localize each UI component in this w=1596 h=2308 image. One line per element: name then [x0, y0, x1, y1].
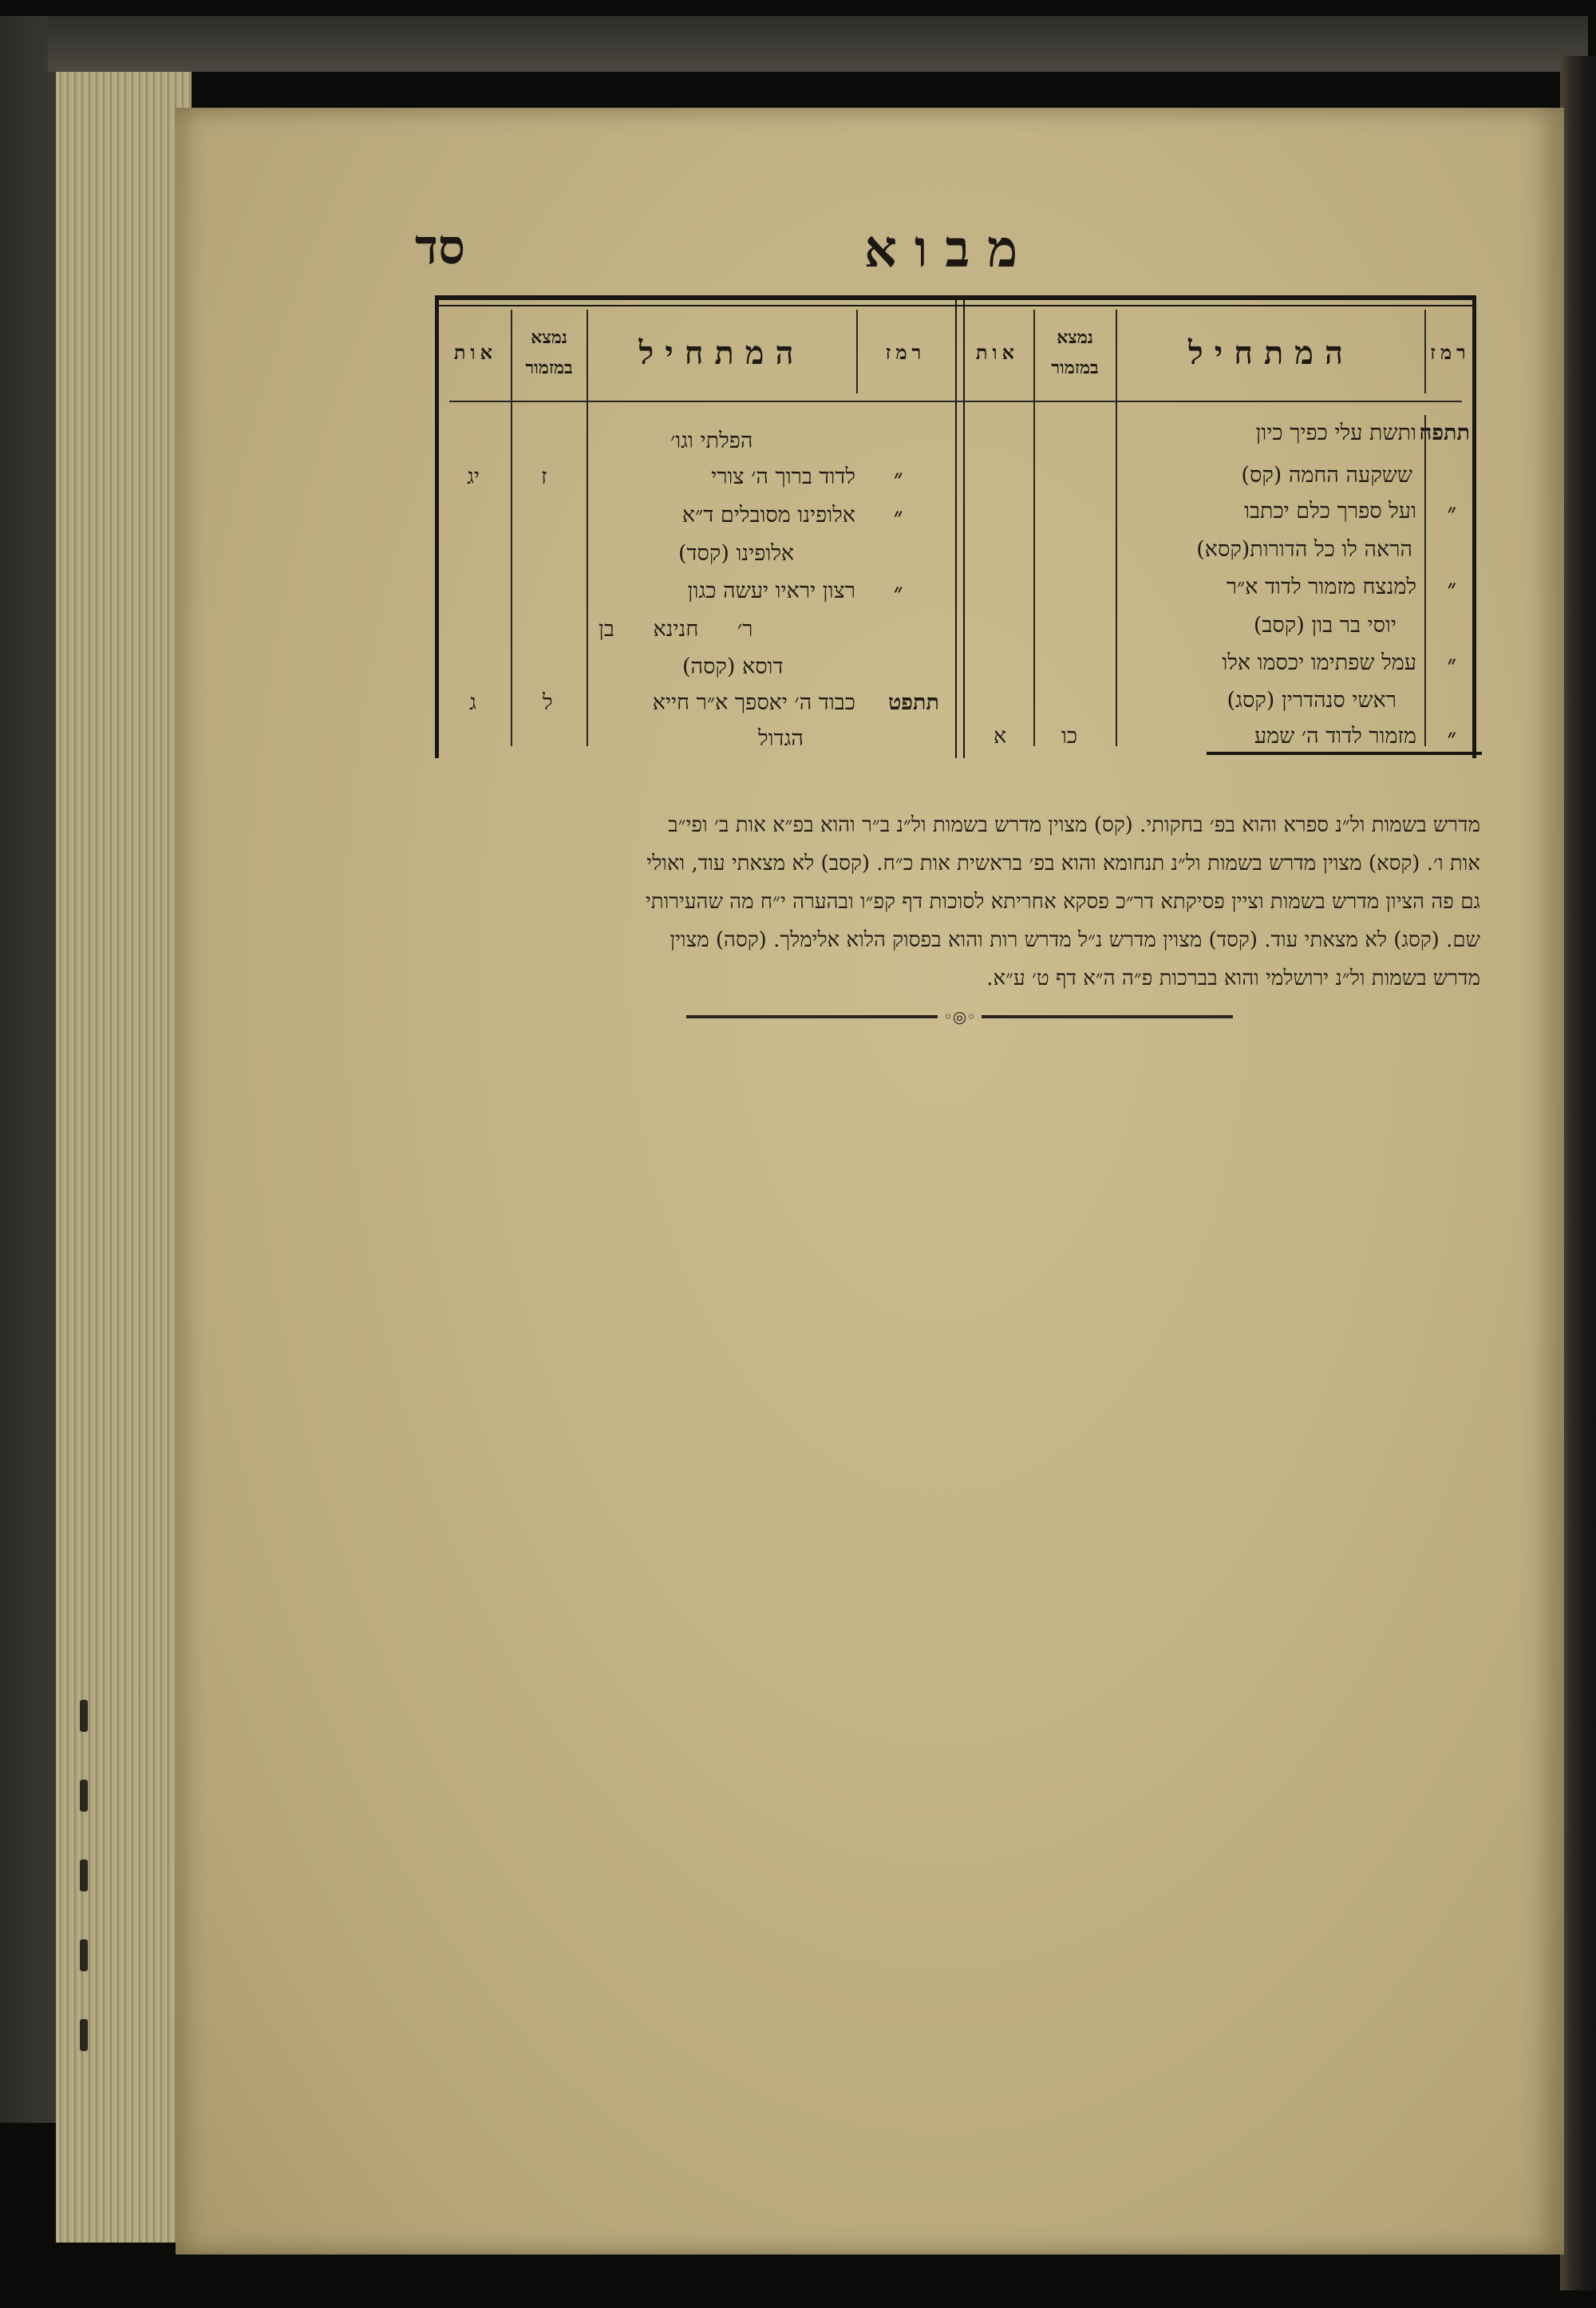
- row-remez: ״: [1447, 724, 1456, 752]
- row-remez: תתפח: [1419, 421, 1470, 445]
- column-divider: [1424, 415, 1426, 746]
- column-divider: [1424, 310, 1426, 393]
- header-bamizmor: במזמור: [525, 358, 573, 378]
- header-nimtza-bamizmor: [512, 313, 586, 393]
- page-number: סד: [415, 219, 465, 275]
- ornament-rule-left: [686, 1015, 938, 1018]
- page-header: [415, 219, 1476, 283]
- book-cover-top: [48, 16, 1588, 72]
- row-text: דוסא (קסה): [682, 654, 784, 679]
- table-bottom-rule: [1207, 752, 1482, 755]
- header-nimtza-bamizmor: [1036, 313, 1114, 393]
- header-hamatchil: המתחיל: [1188, 334, 1354, 372]
- row-remez: ״: [894, 464, 903, 492]
- thumb-tab-mark: [80, 1939, 88, 1971]
- row-text: מזמור לדוד ה׳ שמע: [1254, 724, 1416, 749]
- row-text: אלופינו מסובלים ד״א: [681, 503, 855, 528]
- header-ot: אות: [453, 341, 498, 364]
- header-ot: אות: [975, 341, 1020, 364]
- row-text: ר׳ חנינא בן: [598, 617, 753, 642]
- row-mizmor: כו: [1061, 724, 1078, 749]
- column-divider: [1116, 310, 1117, 746]
- row-text: עמל שפתימו יכסמו אלו: [1222, 650, 1416, 675]
- row-text: יוסי בר בון (קסב): [1253, 613, 1396, 638]
- table-border: [435, 295, 439, 758]
- header-hamatchil: המתחיל: [638, 334, 805, 372]
- row-remez: ״: [1447, 575, 1456, 603]
- row-text: כבוד ה׳ יאספך א״ר חייא: [652, 690, 855, 715]
- table-border: [1472, 295, 1476, 758]
- row-text: לדוד ברוך ה׳ צורי: [711, 464, 855, 489]
- row-text: אלופינו (קסד): [678, 541, 795, 566]
- row-text: למנצח מזמור לדוד א״ר: [1226, 575, 1416, 599]
- header-nimtza: נמצא: [1057, 327, 1093, 348]
- row-remez: תתפט: [888, 690, 939, 715]
- row-mizmor: ז: [541, 464, 547, 489]
- row-text: ששקעה החמה (קס): [1241, 463, 1412, 488]
- page-edges: [56, 72, 192, 2243]
- footnote-line: אות ו׳. (קסא) מצוין מדרש בשמות ול״נ תנחומא והוא בפ׳ בראשית אות כ״ח. (קסב) לא מצאתי עוד, ואולי: [646, 852, 1480, 875]
- row-text: ותשת עלי כפיך כיון: [1255, 421, 1416, 445]
- footnote-line: מדרש בשמות ול״נ ספרא והוא בפ׳ בחקותי. (קס) מצוין מדרש בשמות ול״נ ב״ר והוא בפ״א אות ב׳ ופי״ב: [668, 813, 1480, 837]
- footnotes: [435, 806, 1480, 998]
- row-text: הראה לו כל הדורות(קסא): [1196, 537, 1412, 562]
- section-end-ornament: [686, 1007, 1233, 1026]
- row-text: הגדול: [758, 726, 804, 751]
- row-ot: א: [994, 724, 1007, 749]
- ornament-center-icon: ◦◎◦: [942, 1007, 977, 1026]
- row-ot: ג: [469, 690, 476, 715]
- thumb-tab-mark: [80, 1780, 88, 1812]
- thumb-tab-mark: [80, 2019, 88, 2051]
- header-remez: רמז: [885, 341, 926, 364]
- row-remez: ״: [894, 503, 903, 531]
- page-title: מבוא: [863, 219, 1036, 279]
- header-nimtza: נמצא: [531, 327, 567, 348]
- header-remez: רמז: [1430, 341, 1471, 364]
- thumb-tab-mark: [80, 1859, 88, 1891]
- row-text: רצון יראיו יעשה כגון: [687, 579, 855, 603]
- header-bamizmor: במזמור: [1051, 358, 1099, 378]
- footnote-line: גם פה הציון מדרש בשמות וציין פסיקתא דר״כ פסקא אחריתא לסוכות דף קפ״ו ובהערה י״ח מה שהעירותי: [645, 890, 1480, 914]
- footnote-line: שם. (קסג) לא מצאתי עוד. (קסד) מצוין מדרש נ״ל מדרש רות והוא בפסוק הלוא אלימלך. (קסה) מצוין: [670, 928, 1480, 952]
- footnote-line: מדרש בשמות ול״נ ירושלמי והוא בברכות פ״ה ה״א דף ט׳ ע״א.: [986, 966, 1480, 990]
- table-header-rule: [449, 401, 1462, 402]
- row-remez: ״: [894, 579, 903, 607]
- row-remez: ״: [1447, 499, 1456, 527]
- ornament-rule-right: [982, 1015, 1233, 1018]
- row-remez: ״: [1447, 650, 1456, 678]
- book-gutter: [1560, 56, 1596, 2290]
- row-mizmor: ל: [543, 690, 553, 715]
- thumb-tab-mark: [80, 1700, 88, 1732]
- row-text: ועל ספרך כלם יכתבו: [1244, 499, 1416, 524]
- row-text: הפלתי וגו׳: [670, 429, 753, 453]
- row-text: ראשי סנהדרין (קסג): [1227, 688, 1396, 713]
- index-table: [435, 295, 1476, 758]
- column-divider: [1033, 310, 1035, 746]
- row-ot: יג: [467, 464, 480, 489]
